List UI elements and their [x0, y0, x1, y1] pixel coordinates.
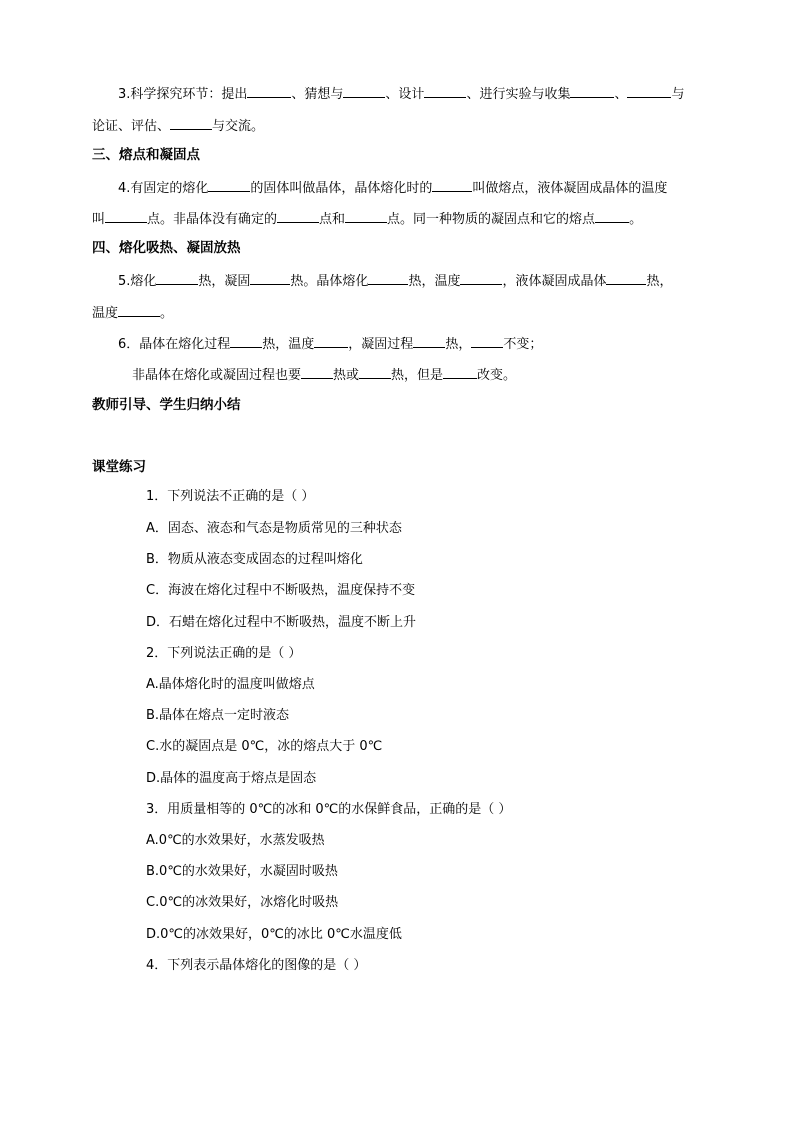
q6-line1 [118, 333, 542, 354]
q5-line2-suffix: 。 [160, 306, 174, 321]
question-option: C.水的凝固点是 0℃，冰的熔点大于 0℃ [146, 739, 383, 754]
question-stem: 1．下列说法不正确的是（ ） [146, 489, 315, 504]
blank [250, 270, 290, 285]
question-option: C.0℃的冰效果好，冰熔化时吸热 [146, 895, 339, 910]
question-option: A．固态、液态和气态是物质常见的三种状态 [146, 521, 402, 536]
q6-seg: 不变； [503, 337, 543, 352]
blank [471, 333, 503, 348]
blank [570, 83, 614, 98]
q3-seg: 、进行实验与收集 [466, 87, 571, 102]
q4-line1 [118, 177, 667, 198]
blank [460, 270, 502, 285]
question-stem: 4．下列表示晶体熔化的图像的是（ ） [146, 958, 367, 973]
q6-seg: 改变。 [477, 368, 517, 383]
q3-line2-prefix: 论证、评估、 [92, 119, 171, 134]
blank [170, 115, 212, 130]
q6-seg: 热或 [333, 368, 360, 383]
question-option: B.0℃的水效果好，水凝固时吸热 [146, 864, 338, 879]
practice-heading: 课堂练习 [92, 459, 146, 475]
blank [413, 333, 445, 348]
blank [443, 364, 477, 379]
question-stem: 2．下列说法正确的是（ ） [146, 646, 302, 661]
blank [424, 83, 466, 98]
blank [595, 208, 629, 223]
q5-seg: 热，凝固 [198, 274, 251, 289]
q5-prefix: 5.熔化 [118, 274, 157, 289]
blank [156, 270, 198, 285]
blank [301, 364, 333, 379]
q4-seg: 点。同一种物质的凝固点和它的熔点 [387, 212, 596, 227]
q6-seg: 热， [445, 337, 472, 352]
blank [277, 208, 319, 223]
q4-seg: 。 [629, 212, 643, 227]
q4-line2-prefix: 叫 [92, 212, 106, 227]
blank [368, 270, 408, 285]
q5-seg: 热。晶体熔化 [290, 274, 369, 289]
question-option: B.晶体在熔点一定时液态 [146, 708, 290, 723]
q3-seg: 与 [671, 87, 685, 102]
q3-seg: 、猜想与 [291, 87, 344, 102]
q4-seg: 点和 [319, 212, 346, 227]
blank [606, 270, 646, 285]
question-option: D.0℃的冰效果好，0℃的冰比 0℃水温度低 [146, 927, 402, 942]
q5-seg: 热， [646, 274, 673, 289]
blank [247, 83, 291, 98]
q6-prefix: 6．晶体在熔化过程 [118, 337, 231, 352]
question-stem: 3．用质量相等的 0℃的冰和 0℃的水保鲜食品，正确的是（ ） [146, 802, 512, 817]
q6-seg: 热，温度 [262, 337, 315, 352]
blank [345, 208, 387, 223]
q3-seg: 、 [614, 87, 628, 102]
q6-seg: ，凝固过程 [348, 337, 414, 352]
q3-line2 [92, 115, 264, 136]
blank [432, 177, 472, 192]
blank [314, 333, 348, 348]
blank [208, 177, 250, 192]
blank [343, 83, 385, 98]
q5-seg: 热，温度 [408, 274, 461, 289]
section3-heading: 三、熔点和凝固点 [92, 147, 200, 163]
q3-line2-suffix: 与交流。 [212, 119, 265, 134]
blank [118, 302, 160, 317]
q6-line2 [132, 364, 516, 385]
question-option: A.晶体熔化时的温度叫做熔点 [146, 677, 315, 692]
question-option: B．物质从液态变成固态的过程叫熔化 [146, 552, 363, 567]
q5-seg: ，液体凝固成晶体 [502, 274, 607, 289]
q4-seg: 叫做熔点，液体凝固成晶体的温度 [472, 181, 668, 196]
q4-prefix: 4.有固定的熔化 [118, 181, 209, 196]
q4-seg: 点。非晶体没有确定的 [147, 212, 278, 227]
blank [230, 333, 262, 348]
q5-line2-prefix: 温度 [92, 306, 119, 321]
q6-line2-prefix: 非晶体在熔化或凝固过程也要 [132, 368, 302, 383]
blank [359, 364, 391, 379]
question-option: C．海波在熔化过程中不断吸热，温度保持不变 [146, 583, 416, 598]
q5-line2 [92, 302, 173, 323]
blank [627, 83, 671, 98]
q3-line1 [118, 83, 684, 104]
summary-heading: 教师引导、学生归纳小结 [92, 397, 241, 413]
q4-line2 [92, 208, 642, 229]
q3-seg: 、设计 [385, 87, 425, 102]
section4-heading: 四、熔化吸热、凝固放热 [92, 240, 241, 256]
q6-seg: 热，但是 [391, 368, 444, 383]
question-option: D．石蜡在熔化过程中不断吸热，温度不断上升 [146, 615, 417, 630]
question-option: D.晶体的温度高于熔点是固态 [146, 771, 317, 786]
q4-seg: 的固体叫做晶体，晶体熔化时的 [250, 181, 433, 196]
question-option: A.0℃的水效果好，水蒸发吸热 [146, 833, 325, 848]
q5-line1 [118, 270, 672, 291]
blank [105, 208, 147, 223]
q3-prefix: 3.科学探究环节：提出 [118, 87, 248, 102]
